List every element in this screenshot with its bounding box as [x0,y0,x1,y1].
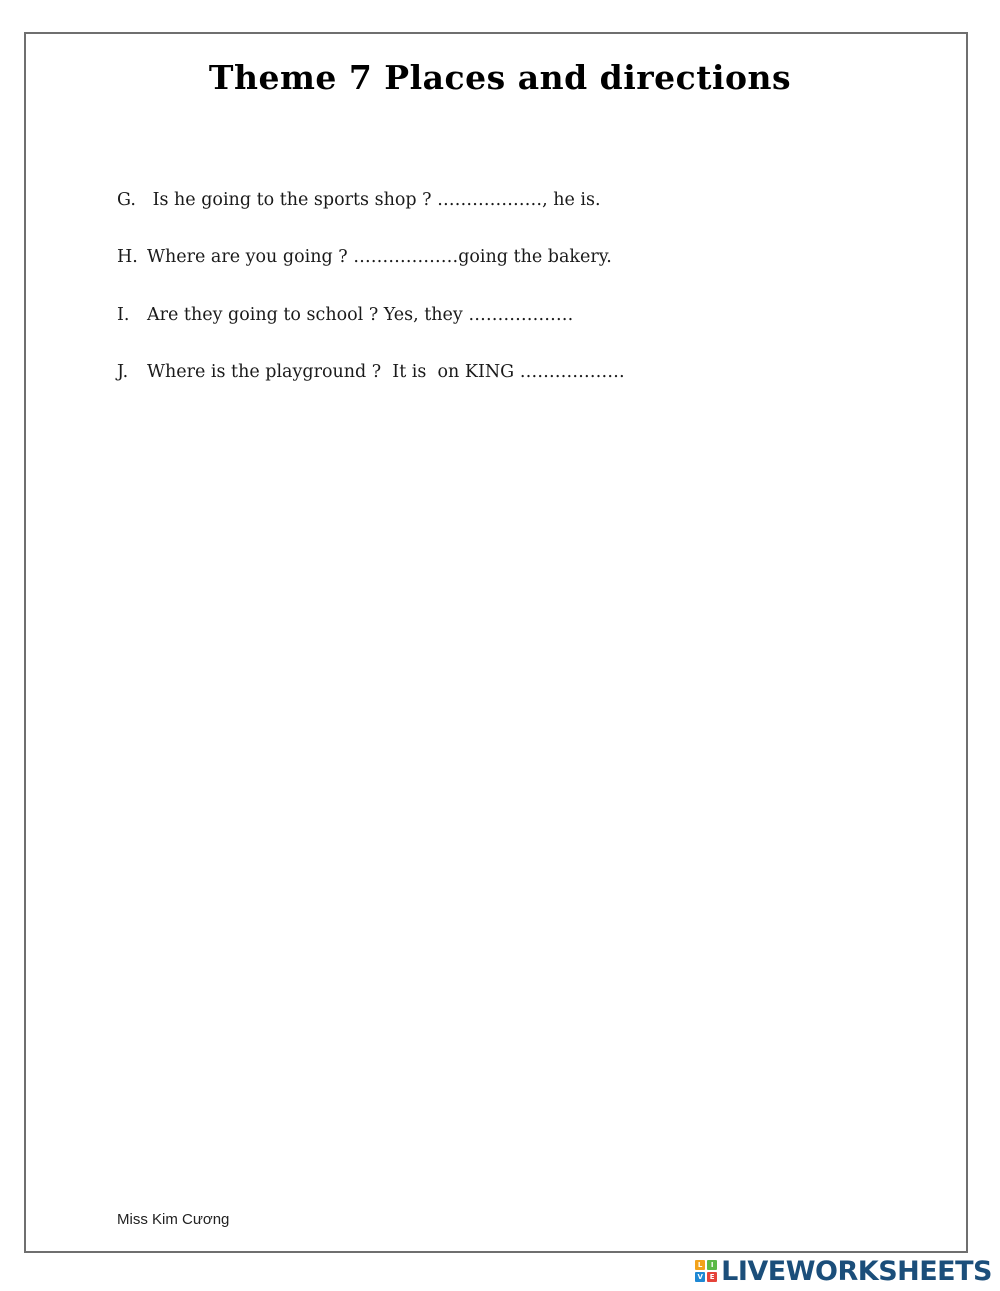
question-text: Where is the playground ? It is on KING ……………… [147,362,625,382]
question-g [117,190,601,210]
liveworksheets-logo [695,1256,992,1286]
logo-blocks-icon [695,1260,717,1282]
question-letter: G. [117,190,136,210]
worksheet-title: Theme 7 Places and directions [208,58,792,97]
question-text: Are they going to school ? Yes, they ……………… [147,305,574,325]
question-j [117,362,625,382]
logo-block-l: L [695,1260,705,1270]
worksheet-page-frame [24,32,968,1253]
question-text: Is he going to the sports shop ? ………………, he is. [147,190,601,210]
logo-block-v: V [695,1272,705,1282]
question-letter: I. [117,305,130,325]
question-h [117,247,612,267]
logo-block-i: I [707,1260,717,1270]
question-i [117,305,573,325]
question-letter: H. [117,247,138,267]
question-letter: J. [117,362,129,382]
author-credit: Miss Kim Cương [117,1211,230,1228]
logo-block-e: E [707,1272,717,1282]
logo-text: LIVEWORKSHEETS [721,1255,992,1287]
question-text: Where are you going ? ………………going the bakery. [147,247,612,267]
